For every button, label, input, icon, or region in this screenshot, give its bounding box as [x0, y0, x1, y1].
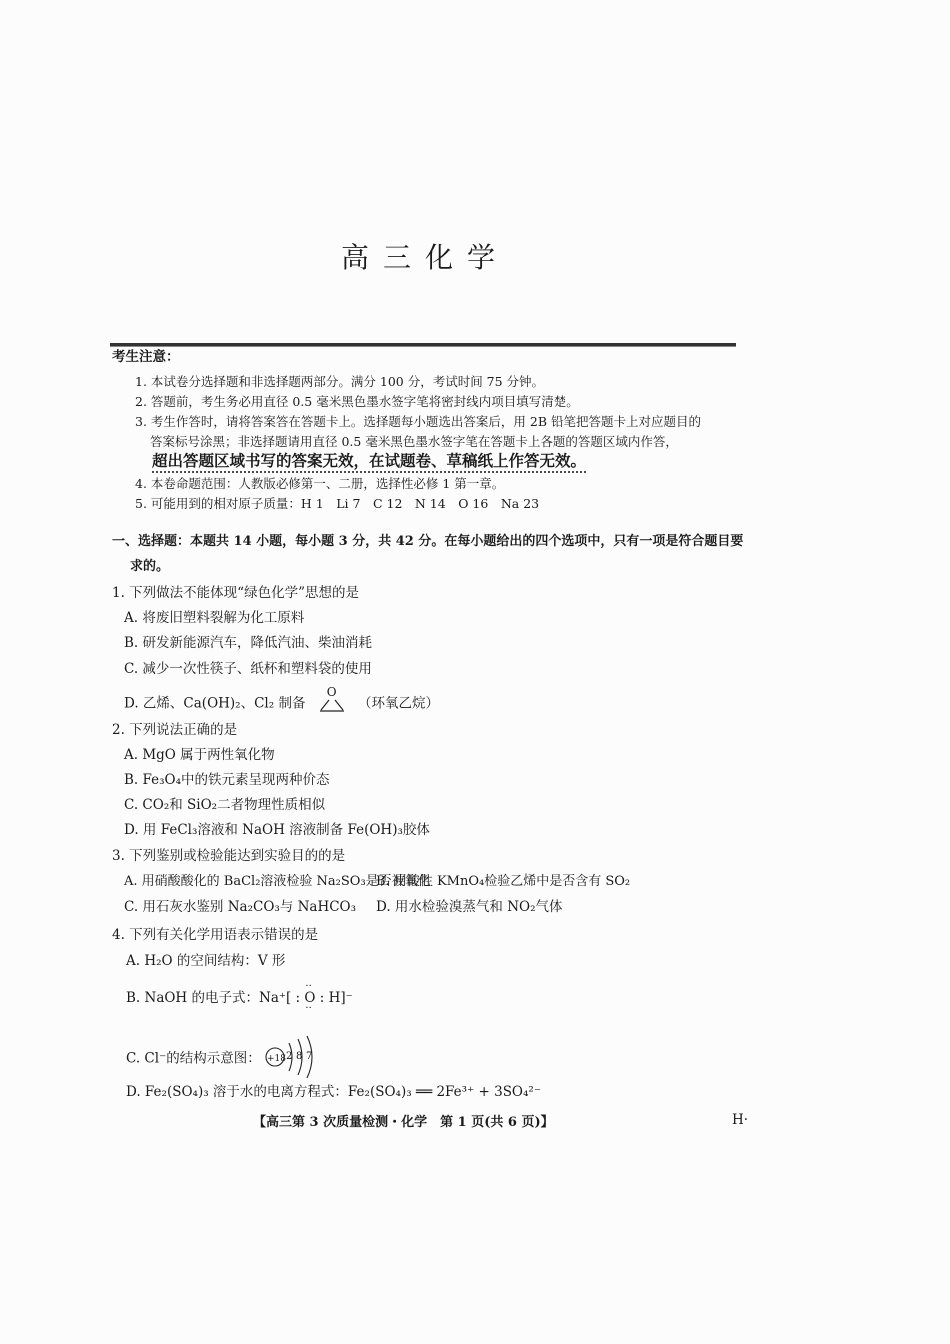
formula-part: Na⁺[ : [259, 990, 305, 1006]
notice-item: 4. 本卷命题范围：人教版必修第一、二册，选择性必修 1 第一章。 [135, 476, 505, 491]
notice-item: 5. 可能用到的相对原子质量：H 1 Li 7 C 12 N 14 O 16 Na 23 [135, 496, 540, 511]
page-title: 高三化学 [340, 241, 509, 274]
shell-electrons: 7 [306, 1051, 313, 1062]
option: A. 用硝酸酸化的 BaCl₂溶液检验 Na₂SO₃是否被氧化 [124, 874, 431, 889]
option-text: C. Cl⁻的结构示意图： [126, 1050, 261, 1067]
option [126, 981, 353, 1014]
option: A. H₂O 的空间结构：V 形 [126, 953, 286, 969]
option: C. 减少一次性筷子、纸杯和塑料袋的使用 [124, 661, 372, 677]
question-stem: 1. 下列做法不能体现“绿色化学”思想的是 [112, 585, 359, 601]
page-footer: 【高三第 3 次质量检测・化学 第 1 页(共 6 页)】 [253, 1115, 554, 1130]
notice-warning: 超出答题区域书写的答案无效，在试题卷、草稿纸上作答无效。 [152, 452, 587, 470]
option: B. 研发新能源汽车，降低汽油、柴油消耗 [124, 635, 373, 651]
question-stem: 3. 下列鉴别或检验能达到实验目的的是 [112, 848, 346, 864]
notice-item: 1. 本试卷分选择题和非选择题两部分。满分 100 分，考试时间 75 分钟。 [135, 374, 545, 389]
formula-part: : H]⁻ [315, 990, 353, 1006]
epoxide-oxygen: O [326, 685, 337, 699]
notice-item: 答案标号涂黑；非选择题请用直径 0.5 毫米黑色墨水签字笔在答题卡上各题的答题区域内作答， [150, 434, 678, 449]
question-stem: 2. 下列说法正确的是 [112, 722, 238, 738]
electron-formula [259, 981, 353, 1014]
shell-electrons: 8 [296, 1051, 303, 1062]
option [124, 685, 440, 719]
oxygen-with-lone-pairs: ·· O ·· [304, 981, 316, 1014]
option: D. 用 FeCl₃溶液和 NaOH 溶液制备 Fe(OH)₃胶体 [124, 822, 430, 838]
formula-atom: O [304, 990, 316, 1006]
option: C. CO₂和 SiO₂二者物理性质相似 [124, 797, 326, 813]
option-suffix: （环氧乙烷） [358, 695, 440, 712]
notice-item: 2. 答题前，考生务必用直径 0.5 毫米黑色墨水签字笔将密封线内项目填写清楚。 [135, 394, 579, 409]
option: A. 将废旧塑料裂解为化工原料 [124, 610, 305, 626]
epoxide-structure [312, 685, 352, 715]
corner-mark: H· [732, 1112, 749, 1128]
section-heading: 一、选择题：本题共 14 小题，每小题 3 分，共 42 分。在每小题给出的四个选项中，只有一项是符合题目要 [112, 534, 744, 549]
option: D. 用水检验溴蒸气和 NO₂气体 [376, 899, 563, 915]
section-heading-cont: 求的。 [130, 559, 170, 574]
option [126, 1037, 329, 1081]
header-divider [110, 343, 736, 347]
question-stem: 4. 下列有关化学用语表示错误的是 [112, 927, 319, 943]
notice-heading: 考生注意： [112, 349, 180, 365]
option: A. MgO 属于两性氧化物 [124, 747, 275, 763]
option: B. 用酸性 KMnO₄检验乙烯中是否含有 SO₂ [376, 874, 631, 889]
option: B. Fe₃O₄中的铁元素呈现两种价态 [124, 772, 330, 788]
nucleus-charge: +18 [267, 1054, 287, 1064]
option: D. Fe₂(SO₄)₃ 溶于水的电离方程式：Fe₂(SO₄)₃ ══ 2Fe³⁺ + 3SO₄²⁻ [126, 1084, 541, 1100]
notice-item: 3. 考生作答时，请将答案答在答题卡上。选择题每小题选出答案后，用 2B 铅笔把答题卡上对应题目的 [135, 414, 701, 429]
shell-electrons: 2 [286, 1051, 293, 1062]
atomic-structure-diagram [265, 1035, 329, 1079]
option-text: B. NaOH 的电子式： [126, 990, 259, 1006]
option: C. 用石灰水鉴别 Na₂CO₃与 NaHCO₃ [124, 899, 357, 915]
option-text: D. 乙烯、Ca(OH)₂、Cl₂ 制备 [124, 695, 306, 712]
